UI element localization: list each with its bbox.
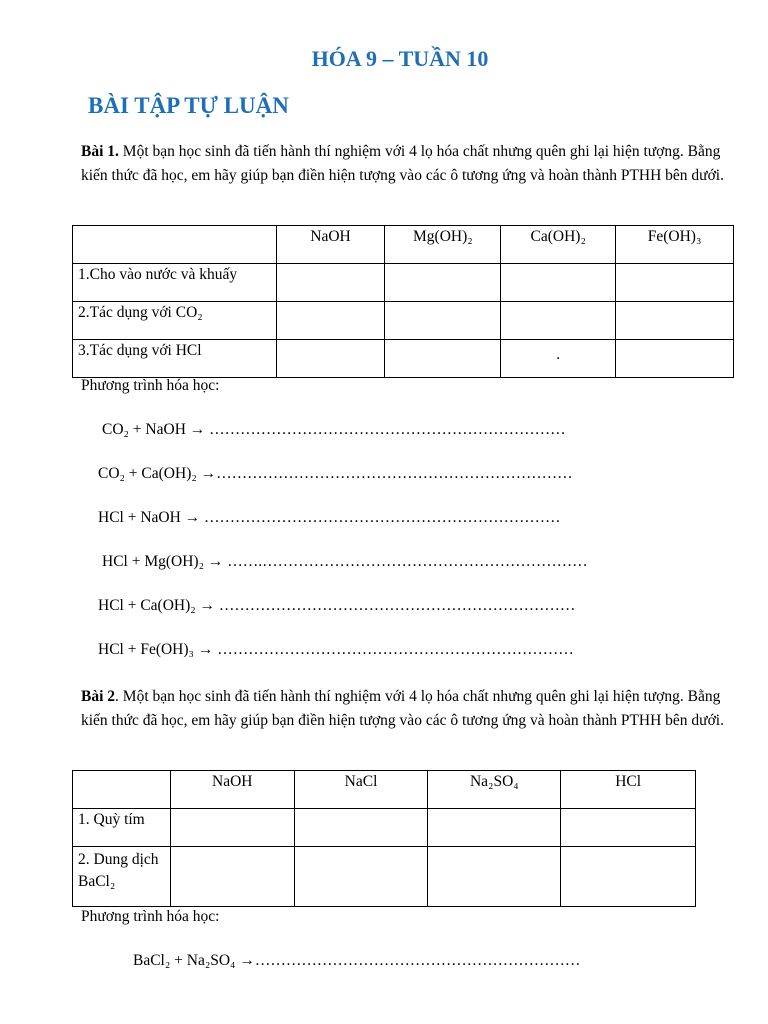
column-header: Ca(OH)₂: [501, 226, 616, 264]
table-cell[interactable]: [385, 264, 501, 302]
row-label: 3.Tác dụng với HCl: [73, 340, 277, 378]
table-cell[interactable]: [276, 264, 385, 302]
bai1-table: [72, 225, 734, 378]
equation-line: [98, 641, 574, 659]
equation-lhs: HCl + Mg(OH)₂: [102, 553, 204, 570]
answer-blank[interactable]: → ……………………………………………………………: [189, 421, 566, 438]
table-row: [73, 264, 734, 302]
bai2-prompt: [81, 685, 731, 733]
equation-line: [98, 597, 575, 615]
table-cell[interactable]: [501, 264, 616, 302]
bai1-text: Một bạn học sinh đã tiến hành thí nghiệm với 4 lọ hóa chất nhưng quên ghi lại hiện tượng. Bằng kiến thức đã học, em hãy giúp bạn điền hiện tượng vào các ô tương ứng và hoàn thành PTHH bên dưới.: [81, 143, 724, 184]
answer-blank[interactable]: →………………………………………………………: [239, 952, 581, 969]
table-cell: [73, 771, 171, 809]
bai1-equation-label: Phương trình hóa học:: [81, 377, 220, 394]
page-title: HÓA 9 – TUẦN 10: [311, 46, 489, 71]
equation-lhs: HCl + Fe(OH)₃: [98, 641, 194, 658]
equation-lhs: CO₂ + NaOH: [102, 421, 186, 438]
column-header: HCl: [561, 771, 696, 809]
table-cell[interactable]: [294, 809, 428, 847]
equation-lhs: HCl + NaOH: [98, 509, 181, 526]
bai2-text: . Một bạn học sinh đã tiến hành thí nghiệm với 4 lọ hóa chất nhưng quên ghi lại hiện tượng. Bằng kiến thức đã học, em hãy giúp bạn điền hiện tượng vào các ô tương ứng và hoàn thành PTHH bên dưới.: [81, 688, 724, 729]
row-label: 1.Cho vào nước và khuấy: [73, 264, 277, 302]
table-cell[interactable]: [428, 809, 561, 847]
table-cell[interactable]: [616, 264, 734, 302]
equation-lhs: CO₂ + Ca(OH)₂: [98, 465, 197, 482]
column-header: Na₂SO₄: [428, 771, 561, 809]
table-cell[interactable]: [385, 302, 501, 340]
table-row: [73, 302, 734, 340]
table-cell[interactable]: [616, 340, 734, 378]
table-row: [73, 847, 696, 907]
equation-line: [133, 952, 580, 970]
answer-blank[interactable]: → ……………………………………………………………: [199, 597, 576, 614]
answer-blank[interactable]: → ……………………………………………………………: [184, 509, 561, 526]
table-cell[interactable]: [501, 302, 616, 340]
column-header: NaOH: [170, 771, 294, 809]
table-header-row: [73, 771, 696, 809]
answer-blank[interactable]: →……………………………………………………………: [200, 465, 573, 482]
table-cell[interactable]: [561, 847, 696, 907]
answer-blank[interactable]: → …….………………………………………………………: [207, 553, 588, 570]
column-header: NaCl: [294, 771, 428, 809]
table-cell[interactable]: [276, 302, 385, 340]
row-label: 1. Quỳ tím: [73, 809, 171, 847]
table-row: [73, 340, 734, 378]
table-cell[interactable]: [561, 809, 696, 847]
equation-lhs: HCl + Ca(OH)₂: [98, 597, 196, 614]
column-header: Fe(OH)₃: [616, 226, 734, 264]
table-row: [73, 809, 696, 847]
table-cell[interactable]: [170, 847, 294, 907]
table-cell[interactable]: [170, 809, 294, 847]
bai2-table: [72, 770, 696, 907]
column-header: NaOH: [276, 226, 385, 264]
table-cell[interactable]: [428, 847, 561, 907]
row-label: 2.Tác dụng với CO₂: [73, 302, 277, 340]
table-cell[interactable]: [501, 340, 616, 378]
stray-mark: .: [556, 346, 561, 363]
bai2-equation-label: Phương trình hóa học:: [81, 908, 220, 925]
bai2-label: Bài 2: [81, 688, 116, 705]
answer-blank[interactable]: → ……………………………………………………………: [197, 641, 574, 658]
table-cell: [73, 226, 277, 264]
column-header: Mg(OH)₂: [385, 226, 501, 264]
equation-line: [102, 553, 588, 571]
equation-line: [98, 465, 573, 483]
equation-line: [98, 509, 561, 527]
equation-line: [102, 421, 566, 439]
row-label: 2. Dung dịch BaCl₂: [73, 847, 171, 907]
table-cell[interactable]: [616, 302, 734, 340]
section-heading: BÀI TẬP TỰ LUẬN: [88, 93, 289, 118]
table-cell[interactable]: [276, 340, 385, 378]
equation-lhs: BaCl₂ + Na₂SO₄: [133, 952, 236, 969]
table-cell[interactable]: [294, 847, 428, 907]
bai1-label: Bài 1.: [81, 143, 119, 160]
bai1-prompt: [81, 140, 731, 188]
table-header-row: [73, 226, 734, 264]
table-cell[interactable]: [385, 340, 501, 378]
